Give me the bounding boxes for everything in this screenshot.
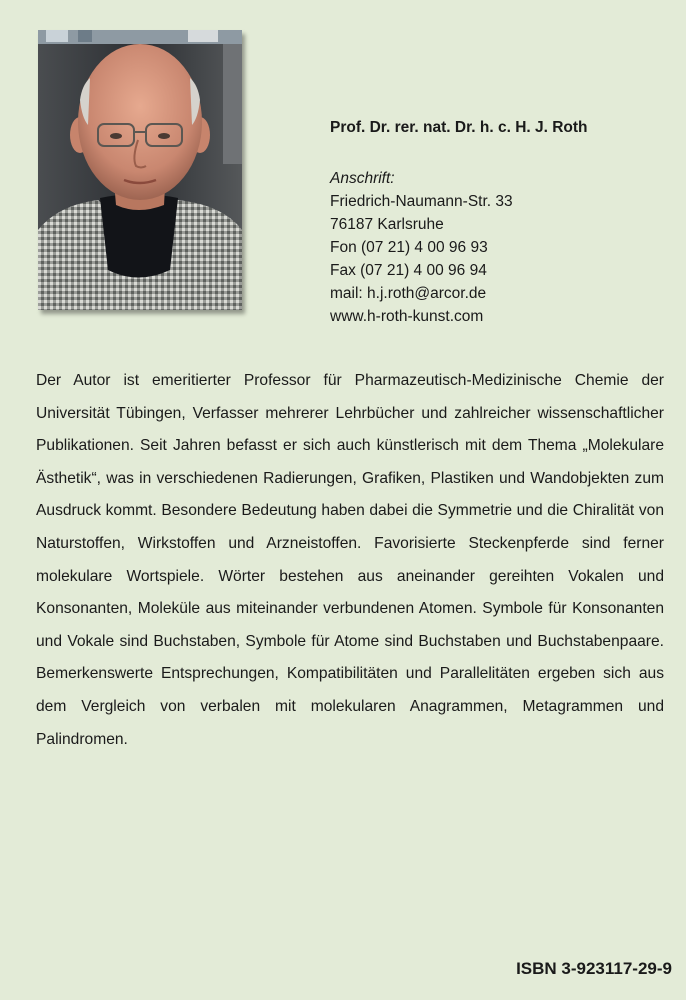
author-name: Prof. Dr. rer. nat. Dr. h. c. H. J. Roth: [330, 119, 588, 136]
portrait-illustration: [38, 30, 242, 310]
address-city: 76187 Karlsruhe: [330, 216, 444, 233]
fax-number: Fax (07 21) 4 00 96 94: [330, 262, 487, 279]
address-label: Anschrift:: [330, 170, 395, 187]
email-address: mail: h.j.roth@arcor.de: [330, 285, 487, 302]
author-biography: Der Autor ist emeritierter Professor für Pharmazeutisch-Medizinische Chemie der Universität Tübingen, Verfasser mehrerer Lehrbücher und zahlreicher wissenschaftlicher Publikationen. Seit Jahren befasst er sich auch künstlerisch mit dem Thema „Molekulare Ästhetik“, was in verschiedenen Radierungen, Grafiken, Plastiken und Wandobjekten zum Ausdruck kommt. Besondere Bedeutung haben dabei die Symmetrie und die Chiralität von Naturstoffen, Wirkstoffen und Arzneistoffen. Favorisierte Steckenpferde sind ferner molekulare Wortspiele. Wörter bestehen aus aneinander gereihten Vokalen und Konsonanten, Moleküle aus miteinander verbundenen Atomen. Symbole für Konsonanten und Vokale sind Buchstaben, Symbole für Atome sind Buchstaben und Buchstabenpaare. Bemerkenswerte Entsprechungen, Kompatibilitäten und Parallelitäten ergeben sich aus dem Vergleich von verbalen mit molekularen Anagrammen, Metagrammen und Palindromen.: [36, 372, 664, 748]
isbn-number: ISBN 3-923117-29-9: [516, 959, 672, 978]
website-url: www.h-roth-kunst.com: [330, 308, 484, 325]
address-street: Friedrich-Naumann-Str. 33: [330, 193, 513, 210]
phone-number: Fon (07 21) 4 00 96 93: [330, 239, 488, 256]
author-portrait-photo: [38, 30, 242, 310]
contact-block: [330, 167, 513, 328]
